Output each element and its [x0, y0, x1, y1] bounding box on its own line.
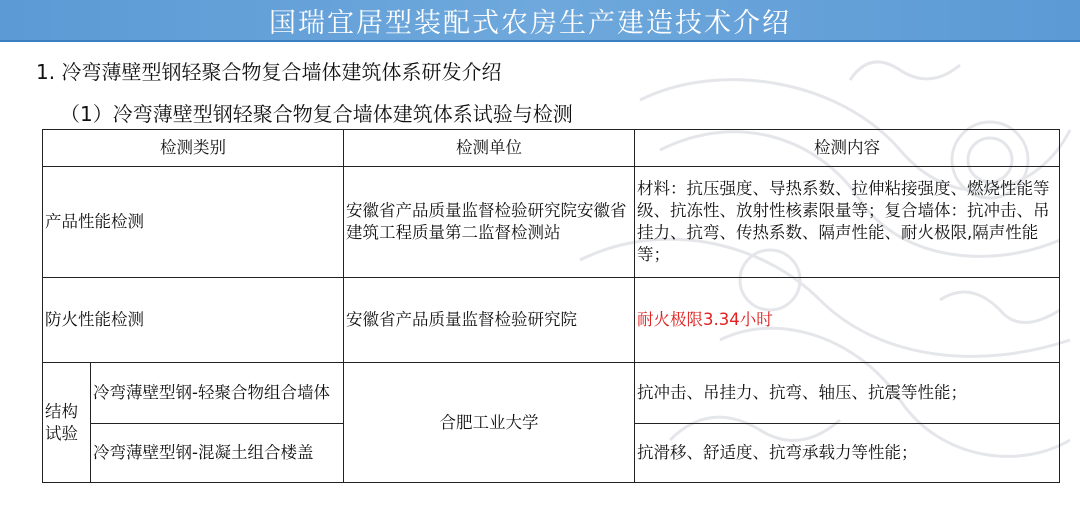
cell-unit-product: 安徽省产品质量监督检验研究院安徽省建筑工程质量第二监督检测站	[344, 167, 635, 278]
cell-category-fire: 防火性能检测	[43, 278, 344, 363]
subsection-heading: （1）冷弯薄壁型钢轻聚合物复合墙体建筑体系试验与检测	[60, 102, 573, 126]
cell-category-product: 产品性能检测	[43, 167, 344, 278]
test-detection-table	[42, 129, 1060, 483]
header-category: 检测类别	[43, 130, 344, 167]
cell-content-fire: 耐火极限3.34小时	[635, 278, 1060, 363]
header-content: 检测内容	[635, 130, 1060, 167]
cell-sub-structure-floor: 冷弯薄壁型钢-混凝土组合楼盖	[91, 424, 344, 483]
table-row	[43, 363, 1060, 424]
cell-content-product: 材料：抗压强度、导热系数、拉伸粘接强度、燃烧性能等级、抗冻性、放射性核素限量等；复合墙体：抗冲击、吊挂力、抗弯、传热系数、隔声性能、耐火极限,隔声性能等；	[635, 167, 1060, 278]
header-unit: 检测单位	[344, 130, 635, 167]
table-row	[43, 167, 1060, 278]
section-heading: 1. 冷弯薄壁型钢轻聚合物复合墙体建筑体系研发介绍	[36, 60, 502, 84]
cell-sub-structure-wall: 冷弯薄壁型钢-轻聚合物组合墙体	[91, 363, 344, 424]
cell-unit-fire: 安徽省产品质量监督检验研究院	[344, 278, 635, 363]
cell-content-structure-floor: 抗滑移、舒适度、抗弯承载力等性能；	[635, 424, 1060, 483]
table-row	[43, 278, 1060, 363]
slide-title: 国瑞宜居型装配式农房生产建造技术介绍	[269, 7, 791, 39]
cell-unit-structure: 合肥工业大学	[344, 363, 635, 483]
cell-category-structure: 结构试验	[43, 363, 91, 483]
title-bar	[0, 0, 1080, 42]
cell-content-structure-wall: 抗冲击、吊挂力、抗弯、轴压、抗震等性能；	[635, 363, 1060, 424]
table-header-row	[43, 130, 1060, 167]
